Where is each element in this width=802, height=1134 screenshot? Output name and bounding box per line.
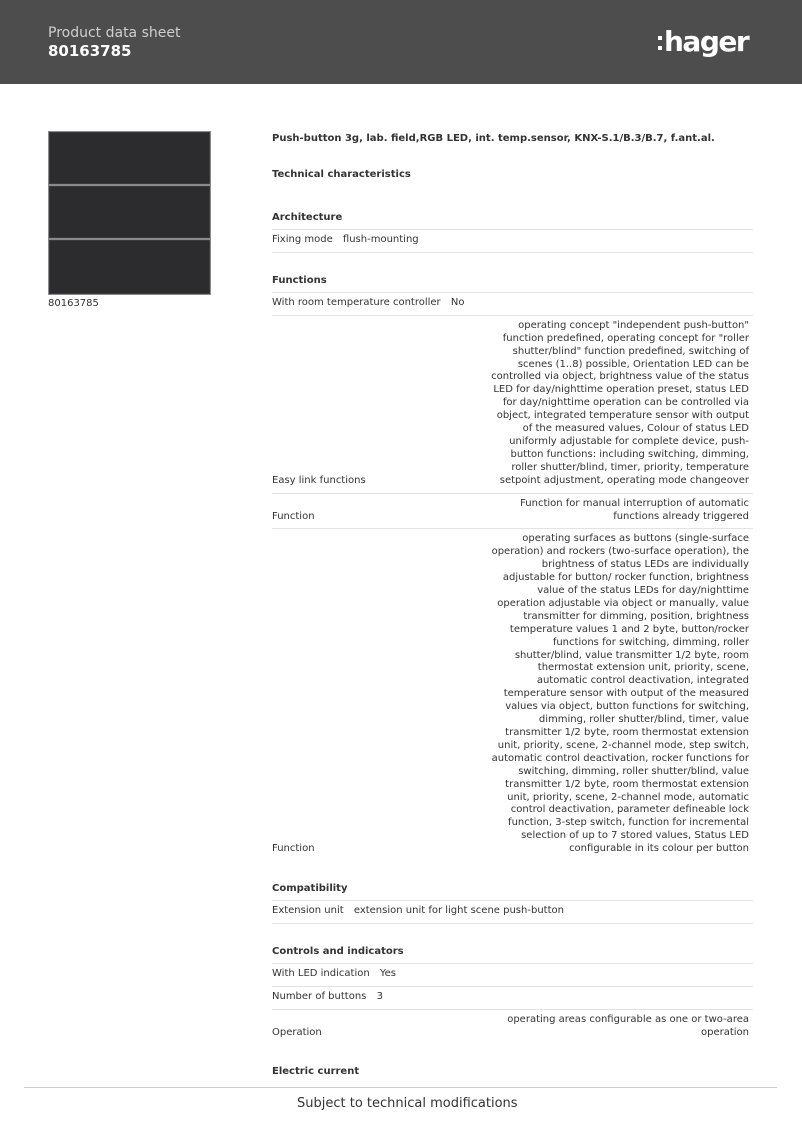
logo-wordmark: hager — [664, 25, 749, 58]
spec-row — [272, 316, 753, 494]
spec-row — [272, 293, 753, 316]
spec-value: flush-mounting — [342, 234, 419, 245]
spec-label: Function — [272, 510, 315, 522]
technical-heading: Technical characteristics — [272, 169, 411, 180]
spec-value: No — [450, 296, 465, 308]
page-header — [0, 0, 802, 84]
spec-row — [272, 230, 753, 253]
spec-value: extension unit for light scene push-button — [353, 905, 564, 917]
spec-row — [272, 494, 753, 530]
spec-label: Operation — [272, 1026, 322, 1038]
spec-value: operating surfaces as buttons (single-surface operation) and rockers (two-surface operation), the brightness of status LEDs are individually adjustable for button/ rocker function, brightness value of the status LEDs for day/nighttime operation adjustable via object or manually, value transmitter for dimming, position, brightness temperature values 1 and 2 byte, button/rocker functions for switching, dimming, roller shutter/blind, value transmitter 1/2 byte, room thermostat extension unit, priority, scene, automatic control deactivation, integrated temperature sensor with output of the measured values via object, button functions for switching, dimming, roller shutter/blind, timer, value transmitter 1/2 byte, room thermostat extension unit, priority, scene, 2-channel mode, step switch, automatic control deactivation, rocker functions for switching, dimming, roller shutter/blind, value transmitter 1/2 byte, room thermostat extension unit, priority, scene, 2-channel mode, automatic control deactivation, parameter defineable lock function, 3-step switch, function for incremental selection of up to 7 stored values, Status LED configurable in its colour per button — [491, 533, 749, 855]
document-type: Product data sheet — [48, 25, 181, 41]
spec-row — [272, 964, 753, 987]
logo-dots-icon — [658, 36, 662, 50]
image-caption: 80163785 — [48, 298, 99, 309]
spec-label: Extension unit — [272, 905, 344, 917]
section-heading-compatibility: Compatibility — [272, 882, 753, 901]
article-number: 80163785 — [48, 42, 132, 60]
footer-note: Subject to technical modifications — [297, 1096, 518, 1111]
datasheet-content — [272, 132, 753, 1083]
spec-row — [272, 901, 753, 924]
section-heading-architecture: Architecture — [272, 211, 753, 230]
spec-label: Number of buttons — [272, 990, 367, 1002]
hager-logo[interactable] — [658, 25, 748, 59]
spec-value: Function for manual interruption of automatic functions already triggered — [520, 497, 749, 522]
spec-label: Easy link functions — [272, 474, 366, 486]
spec-row — [272, 987, 753, 1010]
section-heading-functions: Functions — [272, 274, 753, 293]
spec-label: With room temperature controller — [272, 296, 441, 308]
rocker-middle — [49, 186, 210, 238]
spec-label: Function — [272, 843, 315, 855]
section-heading-controls: Controls and indicators — [272, 945, 753, 964]
spec-value: 3 — [376, 990, 383, 1002]
spec-label: Fixing mode — [272, 234, 333, 245]
rocker-bottom — [49, 240, 210, 294]
spec-value: operating areas configurable as one or two-area operation — [507, 1013, 749, 1038]
spec-value: operating concept "independent push-button" function predefined, operating concept for "roller shutter/blind" function predefined, switching of scenes (1..8) possible, Orientation LED can be controlled via object, brightness value of the status LED for day/nighttime operation preset, status LED for day/nighttime operation can be controlled via object, integrated temperature sensor with output of the measured values, Colour of status LED uniformly adjustable for complete device, push-button functions: including switching, dimming, roller shutter/blind, timer, priority, temperature setpoint adjustment, operating mode changeover — [491, 319, 749, 486]
footer-divider — [24, 1087, 777, 1088]
spec-row — [272, 1010, 753, 1045]
spec-label: With LED indication — [272, 967, 370, 979]
spec-value: Yes — [379, 967, 397, 979]
product-title: Push-button 3g, lab. field,RGB LED, int. temp.sensor, KNX-S.1/B.3/B.7, f.ant.al. — [272, 133, 715, 144]
product-image — [48, 131, 211, 295]
rocker-top — [49, 132, 210, 184]
spec-row — [272, 529, 753, 861]
section-heading-electric: Electric current — [272, 1065, 360, 1077]
